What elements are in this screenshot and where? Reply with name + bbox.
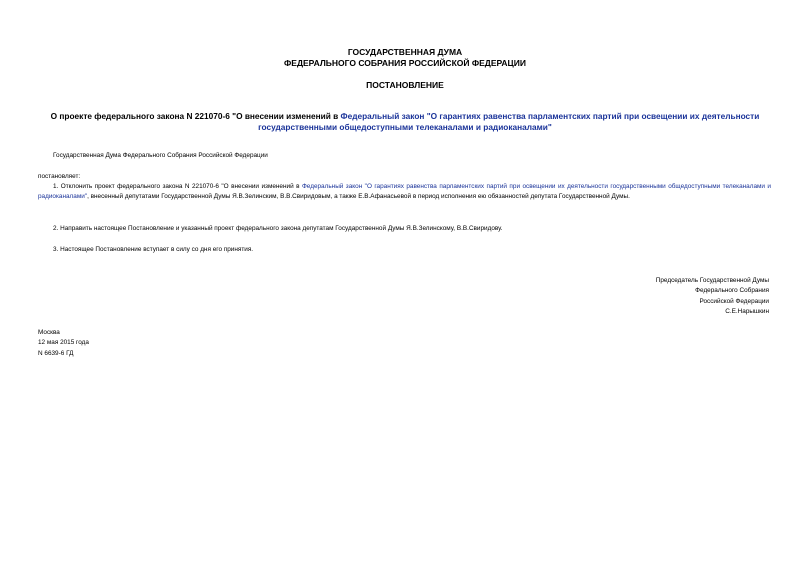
document-title (40, 111, 770, 133)
resolves-text: постановляет: (38, 173, 81, 180)
item1-law-link[interactable]: Федеральный закон "О гарантиях равенства парламентских партий при освещении их деятельности государственными общедоступными телеканалами и радиоканалами" (38, 183, 771, 200)
signature-block (656, 276, 769, 318)
resolution-item-3: 3. Настоящее Постановление вступает в силу со дня его принятия. (53, 246, 254, 253)
item1-suffix: , внесенный депутатами Государственной Думы Я.В.Зелинским, В.В.Свиридовым, а также Е.В.Афанасьевой в период исполнения ею обязанностей депутата Государственной Думы. (87, 193, 630, 200)
org-name-line1: ГОСУДАРСТВЕННАЯ ДУМА (347, 47, 463, 57)
intro-text: Государственная Дума Федерального Собрания Российской Федерации (53, 152, 268, 159)
org-name-line2: ФЕДЕРАЛЬНОГО СОБРАНИЯ РОССИЙСКОЙ ФЕДЕРАЦИИ (284, 58, 526, 68)
footer-date: 12 мая 2015 года (38, 339, 89, 347)
resolution-item-1 (38, 182, 771, 202)
signature-line-3: Российской Федерации (699, 297, 769, 305)
signatory-name: С.Е.Нарышкин (725, 308, 769, 316)
footer-number: N 6639-6 ГД (38, 349, 74, 357)
resolution-item-2: 2. Направить настоящее Постановление и указанный проект федерального закона депутатам Государственной Думы Я.В.Зелинскому, В.В.Свиридову. (53, 225, 503, 232)
title-law-link[interactable]: Федеральный закон "О гарантиях равенства парламентских партий при освещении их деятельности государственными общедоступными телеканалами и радиоканалами" (258, 111, 760, 132)
signature-line-1: Председатель Государственной Думы (655, 277, 769, 284)
title-prefix: О проекте федерального закона N 221070-6 "О внесении изменений в (50, 111, 341, 121)
footer-city: Москва (38, 329, 60, 336)
item1-prefix: 1. Отклонить проект федерального закона N 221070-6 "О внесении изменений в (53, 183, 302, 190)
document-footer (38, 328, 89, 359)
document-type: ПОСТАНОВЛЕНИЕ (366, 80, 444, 90)
document-header (40, 47, 770, 69)
signature-line-2: Федерального Собрания (695, 287, 769, 295)
